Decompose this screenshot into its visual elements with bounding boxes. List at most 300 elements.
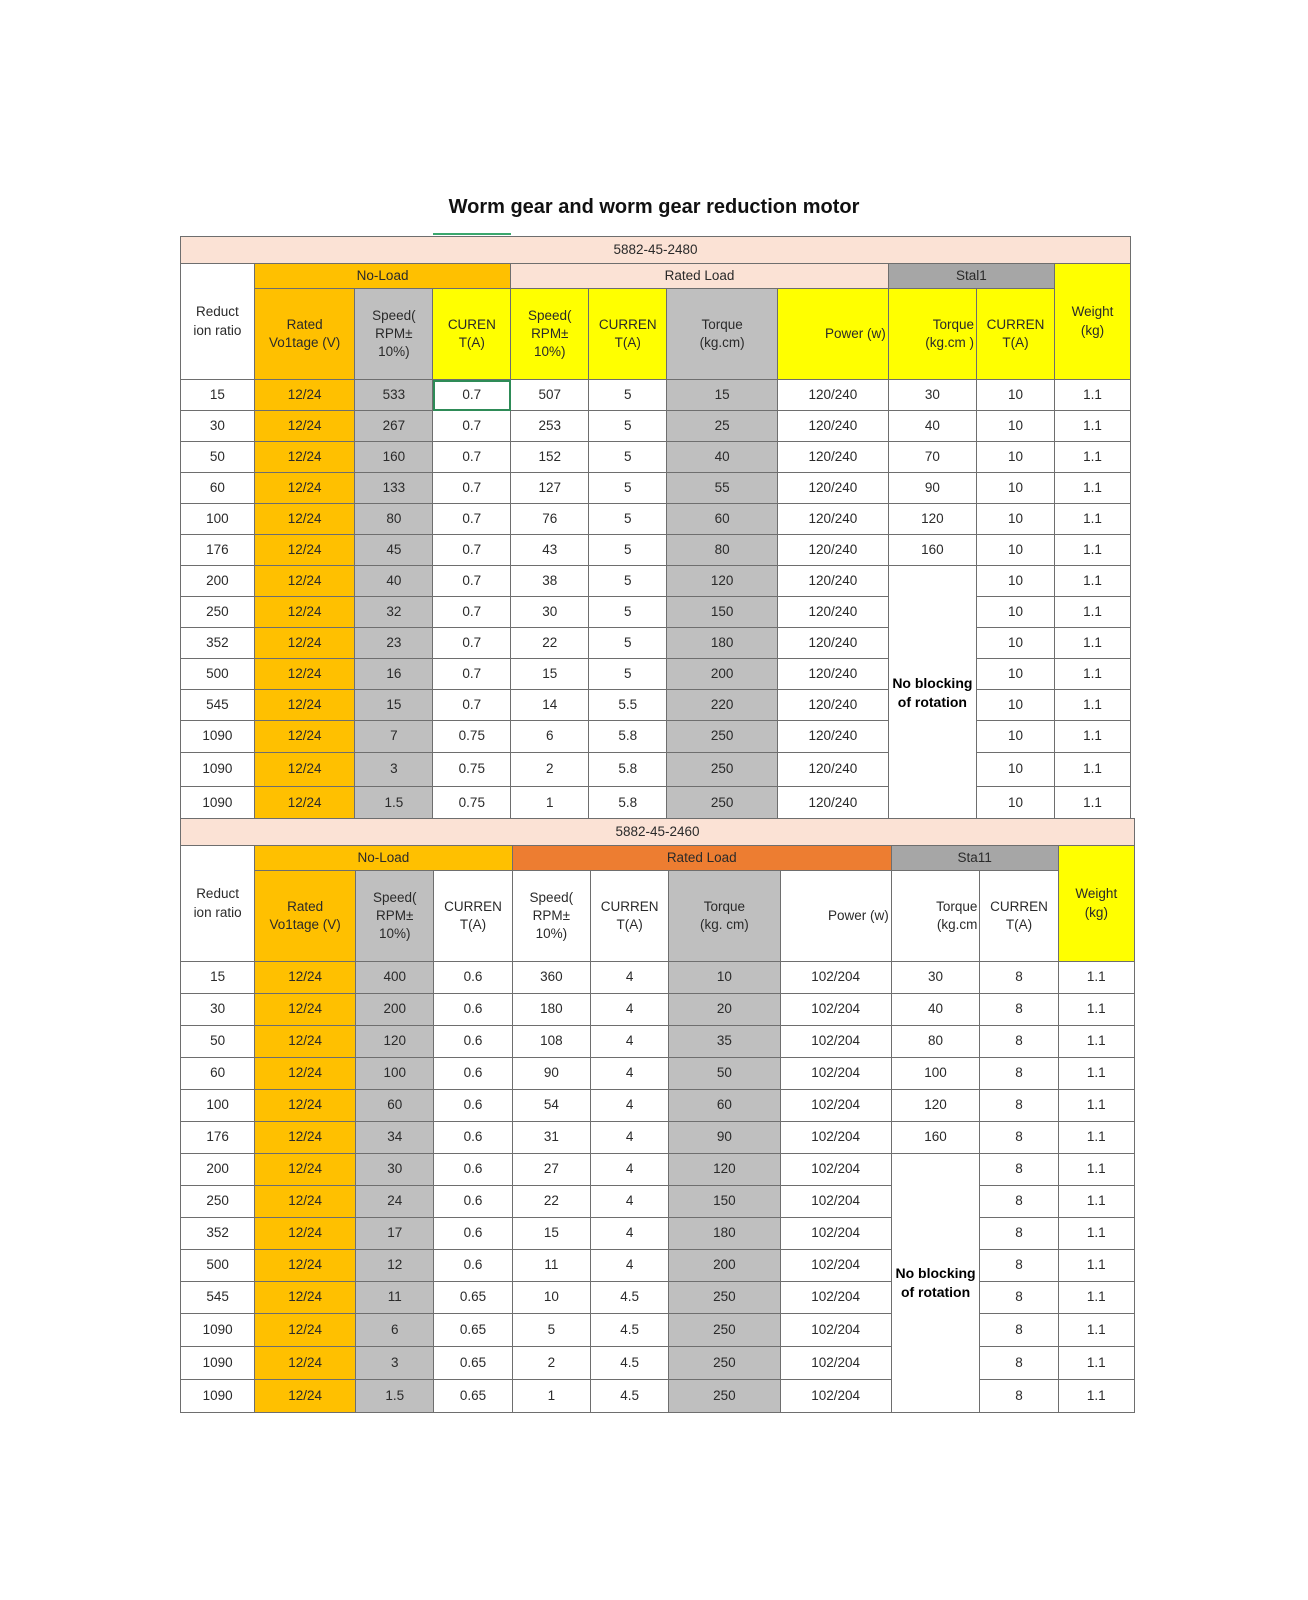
table-row — [181, 442, 1131, 473]
cell-st-current: 8 — [980, 1250, 1058, 1282]
cell-rl-speed: 38 — [511, 566, 589, 597]
cell-nl-current: 0.75 — [433, 753, 511, 787]
cell-st-current: 8 — [980, 994, 1058, 1026]
cell-nl-speed: 533 — [355, 380, 433, 411]
cell-rl-torque: 250 — [669, 1314, 780, 1347]
cell-ratio: 1090 — [181, 787, 255, 820]
cell-rl-current: 5 — [589, 597, 667, 628]
cell-weight: 1.1 — [1058, 1314, 1134, 1347]
cell-ratio: 200 — [181, 566, 255, 597]
cell-rl-speed: 31 — [512, 1122, 590, 1154]
cell-st-current: 10 — [976, 504, 1054, 535]
cell-rl-torque: 180 — [669, 1218, 780, 1250]
cell-ratio: 200 — [181, 1154, 255, 1186]
cell-weight: 1.1 — [1058, 1250, 1134, 1282]
cell-nl-speed: 80 — [355, 504, 433, 535]
cell-st-current: 10 — [976, 411, 1054, 442]
cell-weight: 1.1 — [1058, 1218, 1134, 1250]
cell-voltage: 12/24 — [255, 1218, 356, 1250]
cell-rl-speed: 22 — [511, 628, 589, 659]
cell-rl-speed: 5 — [512, 1314, 590, 1347]
cell-rl-speed: 11 — [512, 1250, 590, 1282]
cell-rl-power: 120/240 — [777, 442, 888, 473]
cell-voltage: 12/24 — [254, 721, 355, 753]
header-rated-current: CURREN T(A) — [589, 289, 667, 380]
cell-rl-torque: 80 — [667, 535, 778, 566]
cell-rl-current: 4 — [590, 1250, 668, 1282]
cell-rl-torque: 250 — [669, 1380, 780, 1413]
table-row — [181, 566, 1131, 597]
cell-weight: 1.1 — [1054, 504, 1130, 535]
cell-rl-torque: 250 — [669, 1282, 780, 1314]
cell-rl-torque: 120 — [669, 1154, 780, 1186]
cell-nl-speed: 12 — [356, 1250, 434, 1282]
cell-voltage: 12/24 — [254, 787, 355, 820]
cell-rl-current: 4.5 — [590, 1347, 668, 1380]
header-rated-torque: Torque (kg. cm) — [669, 871, 780, 962]
model-number: 5882-45-2460 — [181, 819, 1135, 846]
cell-rl-torque: 20 — [669, 994, 780, 1026]
table-row — [181, 1282, 1135, 1314]
cell-nl-speed: 15 — [355, 690, 433, 721]
cell-rl-current: 4 — [590, 1058, 668, 1090]
group-stall: Stal1 — [888, 264, 1054, 289]
cell-rl-power: 102/204 — [780, 1122, 891, 1154]
header-no-load-current: CUREN T(A) — [433, 289, 511, 380]
table-row — [181, 1250, 1135, 1282]
cell-rl-current: 5.5 — [589, 690, 667, 721]
cell-voltage: 12/24 — [254, 380, 355, 411]
header-stall-torque: Torque (kg.cm ) — [888, 289, 976, 380]
cell-rl-current: 5 — [589, 535, 667, 566]
cell-nl-speed: 16 — [355, 659, 433, 690]
cell-rl-torque: 25 — [667, 411, 778, 442]
cell-rl-speed: 180 — [512, 994, 590, 1026]
cell-rl-speed: 43 — [511, 535, 589, 566]
cell-nl-speed: 24 — [356, 1186, 434, 1218]
table-row — [181, 962, 1135, 994]
cell-rl-power: 120/240 — [777, 628, 888, 659]
cell-rl-torque: 90 — [669, 1122, 780, 1154]
cell-ratio: 500 — [181, 1250, 255, 1282]
cell-rl-current: 5.8 — [589, 753, 667, 787]
header-weight: Weight (kg) — [1058, 846, 1134, 962]
cell-rl-torque: 60 — [667, 504, 778, 535]
table-row — [181, 1058, 1135, 1090]
cell-ratio: 30 — [181, 994, 255, 1026]
cell-rl-speed: 1 — [512, 1380, 590, 1413]
cell-rl-speed: 2 — [512, 1347, 590, 1380]
cell-nl-current: 0.7 — [433, 380, 511, 411]
cell-rl-speed: 15 — [511, 659, 589, 690]
cell-nl-speed: 400 — [356, 962, 434, 994]
header-no-load-speed: Speed( RPM± 10%) — [356, 871, 434, 962]
cell-rl-power: 102/204 — [780, 1282, 891, 1314]
cell-rl-current: 4.5 — [590, 1282, 668, 1314]
cell-st-torque: 90 — [888, 473, 976, 504]
cell-rl-power: 120/240 — [777, 535, 888, 566]
cell-voltage: 12/24 — [254, 659, 355, 690]
table-row — [181, 1380, 1135, 1413]
cell-ratio: 1090 — [181, 1314, 255, 1347]
cell-nl-current: 0.6 — [434, 1250, 512, 1282]
cell-voltage: 12/24 — [254, 628, 355, 659]
table-row — [181, 690, 1131, 721]
cell-nl-speed: 120 — [356, 1026, 434, 1058]
cell-voltage: 12/24 — [255, 1058, 356, 1090]
cell-rl-power: 102/204 — [780, 1314, 891, 1347]
cell-nl-current: 0.6 — [434, 1122, 512, 1154]
cell-nl-speed: 60 — [356, 1090, 434, 1122]
cell-nl-current: 0.7 — [433, 473, 511, 504]
cell-nl-speed: 40 — [355, 566, 433, 597]
selection-accent-line — [433, 233, 511, 235]
cell-rl-torque: 10 — [669, 962, 780, 994]
cell-st-current: 10 — [976, 473, 1054, 504]
page-title: Worm gear and worm gear reduction motor — [448, 196, 860, 218]
cell-rl-current: 4.5 — [590, 1314, 668, 1347]
cell-rl-power: 102/204 — [780, 962, 891, 994]
cell-voltage: 12/24 — [254, 566, 355, 597]
cell-rl-power: 102/204 — [780, 1186, 891, 1218]
cell-st-current: 10 — [976, 597, 1054, 628]
table-row — [181, 1218, 1135, 1250]
cell-rl-speed: 90 — [512, 1058, 590, 1090]
cell-rl-power: 120/240 — [777, 753, 888, 787]
cell-rl-power: 120/240 — [777, 721, 888, 753]
cell-voltage: 12/24 — [255, 1154, 356, 1186]
cell-rl-current: 5 — [589, 628, 667, 659]
cell-weight: 1.1 — [1054, 597, 1130, 628]
cell-nl-current: 0.65 — [434, 1282, 512, 1314]
cell-rl-power: 102/204 — [780, 1250, 891, 1282]
model-number: 5882-45-2480 — [181, 237, 1131, 264]
cell-rl-power: 120/240 — [777, 473, 888, 504]
cell-st-current: 10 — [976, 442, 1054, 473]
cell-rl-current: 5 — [589, 473, 667, 504]
cell-ratio: 1090 — [181, 1380, 255, 1413]
cell-weight: 1.1 — [1054, 628, 1130, 659]
table-row — [181, 1314, 1135, 1347]
cell-rl-torque: 200 — [669, 1250, 780, 1282]
table-row — [181, 411, 1131, 442]
cell-nl-current: 0.6 — [434, 1186, 512, 1218]
cell-nl-speed: 6 — [356, 1314, 434, 1347]
cell-rl-current: 4.5 — [590, 1380, 668, 1413]
cell-nl-current: 0.7 — [433, 411, 511, 442]
header-rated-speed: Speed( RPM± 10%) — [511, 289, 589, 380]
cell-st-current: 8 — [980, 1090, 1058, 1122]
cell-rl-current: 4 — [590, 1218, 668, 1250]
cell-nl-speed: 3 — [356, 1347, 434, 1380]
header-rated-power: Power (w) — [780, 871, 891, 962]
cell-st-torque: 100 — [891, 1058, 980, 1090]
cell-voltage: 12/24 — [255, 1314, 356, 1347]
cell-rl-torque: 60 — [669, 1090, 780, 1122]
cell-voltage: 12/24 — [255, 962, 356, 994]
cell-rl-power: 120/240 — [777, 597, 888, 628]
header-no-load-speed: Speed( RPM± 10%) — [355, 289, 433, 380]
cell-nl-current: 0.6 — [434, 1154, 512, 1186]
cell-voltage: 12/24 — [255, 1282, 356, 1314]
cell-rl-current: 5 — [589, 411, 667, 442]
cell-rl-current: 4 — [590, 994, 668, 1026]
cell-st-current: 8 — [980, 1347, 1058, 1380]
cell-nl-current: 0.6 — [434, 1058, 512, 1090]
cell-ratio: 50 — [181, 442, 255, 473]
cell-nl-current: 0.7 — [433, 659, 511, 690]
cell-rl-speed: 54 — [512, 1090, 590, 1122]
table-row — [181, 597, 1131, 628]
cell-weight: 1.1 — [1054, 442, 1130, 473]
spec-table-2 — [180, 818, 1135, 1413]
cell-rl-power: 120/240 — [777, 411, 888, 442]
table-row — [181, 994, 1135, 1026]
cell-rl-current: 5.8 — [589, 787, 667, 820]
no-blocking-note: No blocking of rotation — [888, 566, 976, 820]
cell-rl-power: 120/240 — [777, 690, 888, 721]
cell-rl-speed: 253 — [511, 411, 589, 442]
cell-st-torque: 40 — [891, 994, 980, 1026]
cell-weight: 1.1 — [1054, 473, 1130, 504]
table-row — [181, 659, 1131, 690]
cell-st-current: 10 — [976, 380, 1054, 411]
cell-st-current: 10 — [976, 566, 1054, 597]
cell-nl-speed: 133 — [355, 473, 433, 504]
table-row — [181, 1347, 1135, 1380]
cell-weight: 1.1 — [1058, 962, 1134, 994]
cell-st-current: 8 — [980, 1218, 1058, 1250]
cell-nl-current: 0.65 — [434, 1314, 512, 1347]
cell-rl-current: 4 — [590, 1026, 668, 1058]
cell-nl-current: 0.7 — [433, 442, 511, 473]
cell-rl-power: 102/204 — [780, 994, 891, 1026]
cell-rl-torque: 250 — [667, 787, 778, 820]
cell-st-current: 8 — [980, 1282, 1058, 1314]
cell-rl-power: 120/240 — [777, 380, 888, 411]
header-stall-current: CURREN T(A) — [976, 289, 1054, 380]
cell-nl-speed: 7 — [355, 721, 433, 753]
cell-st-current: 8 — [980, 1380, 1058, 1413]
cell-weight: 1.1 — [1058, 1090, 1134, 1122]
group-rated-load: Rated Load — [511, 264, 888, 289]
cell-st-torque: 160 — [888, 535, 976, 566]
cell-ratio: 15 — [181, 380, 255, 411]
cell-weight: 1.1 — [1058, 1058, 1134, 1090]
header-no-load-current: CURREN T(A) — [434, 871, 512, 962]
table-row — [181, 753, 1131, 787]
cell-ratio: 176 — [181, 1122, 255, 1154]
cell-weight: 1.1 — [1058, 1186, 1134, 1218]
cell-rl-current: 5 — [589, 566, 667, 597]
cell-st-current: 8 — [980, 1026, 1058, 1058]
cell-ratio: 15 — [181, 962, 255, 994]
cell-nl-speed: 160 — [355, 442, 433, 473]
cell-rl-torque: 15 — [667, 380, 778, 411]
cell-weight: 1.1 — [1058, 1154, 1134, 1186]
header-weight: Weight (kg) — [1054, 264, 1130, 380]
cell-rl-power: 120/240 — [777, 566, 888, 597]
cell-weight: 1.1 — [1058, 1380, 1134, 1413]
cell-rl-torque: 150 — [669, 1186, 780, 1218]
cell-rl-current: 5 — [589, 442, 667, 473]
cell-nl-speed: 17 — [356, 1218, 434, 1250]
cell-weight: 1.1 — [1054, 721, 1130, 753]
table-row — [181, 380, 1131, 411]
cell-weight: 1.1 — [1058, 994, 1134, 1026]
cell-nl-current: 0.65 — [434, 1347, 512, 1380]
cell-rl-torque: 250 — [667, 721, 778, 753]
header-rated-speed: Speed( RPM± 10%) — [512, 871, 590, 962]
cell-nl-current: 0.65 — [434, 1380, 512, 1413]
cell-rl-current: 5 — [589, 504, 667, 535]
cell-st-torque: 30 — [888, 380, 976, 411]
cell-nl-current: 0.6 — [434, 1026, 512, 1058]
cell-st-torque: 70 — [888, 442, 976, 473]
table-row — [181, 721, 1131, 753]
cell-ratio: 60 — [181, 1058, 255, 1090]
cell-voltage: 12/24 — [254, 473, 355, 504]
cell-nl-current: 0.7 — [433, 628, 511, 659]
cell-st-current: 8 — [980, 1154, 1058, 1186]
cell-rl-power: 102/204 — [780, 1058, 891, 1090]
cell-nl-speed: 32 — [355, 597, 433, 628]
cell-rl-power: 102/204 — [780, 1347, 891, 1380]
cell-nl-speed: 200 — [356, 994, 434, 1026]
cell-st-torque: 40 — [888, 411, 976, 442]
cell-weight: 1.1 — [1054, 535, 1130, 566]
cell-voltage: 12/24 — [255, 994, 356, 1026]
no-blocking-note: No blocking of rotation — [891, 1154, 980, 1413]
cell-weight: 1.1 — [1054, 411, 1130, 442]
cell-nl-speed: 11 — [356, 1282, 434, 1314]
cell-rl-speed: 1 — [511, 787, 589, 820]
cell-nl-speed: 23 — [355, 628, 433, 659]
cell-voltage: 12/24 — [255, 1026, 356, 1058]
cell-rl-speed: 127 — [511, 473, 589, 504]
group-rated-load: Rated Load — [512, 846, 891, 871]
cell-rl-speed: 108 — [512, 1026, 590, 1058]
cell-weight: 1.1 — [1054, 566, 1130, 597]
cell-rl-current: 4 — [590, 962, 668, 994]
cell-voltage: 12/24 — [255, 1186, 356, 1218]
cell-rl-speed: 6 — [511, 721, 589, 753]
cell-rl-torque: 55 — [667, 473, 778, 504]
cell-rl-current: 4 — [590, 1090, 668, 1122]
cell-ratio: 1090 — [181, 721, 255, 753]
cell-nl-current: 0.75 — [433, 787, 511, 820]
cell-st-torque: 120 — [891, 1090, 980, 1122]
cell-voltage: 12/24 — [255, 1250, 356, 1282]
cell-nl-speed: 1.5 — [356, 1380, 434, 1413]
cell-nl-current: 0.7 — [433, 597, 511, 628]
cell-weight: 1.1 — [1054, 753, 1130, 787]
cell-st-torque: 80 — [891, 1026, 980, 1058]
header-rated-power: Power (w) — [777, 289, 888, 380]
cell-rl-torque: 40 — [667, 442, 778, 473]
header-stall-current: CURREN T(A) — [980, 871, 1058, 962]
cell-rl-speed: 14 — [511, 690, 589, 721]
cell-st-current: 8 — [980, 1314, 1058, 1347]
cell-nl-current: 0.75 — [433, 721, 511, 753]
cell-st-current: 10 — [976, 753, 1054, 787]
cell-st-current: 10 — [976, 721, 1054, 753]
cell-nl-speed: 267 — [355, 411, 433, 442]
cell-st-current: 10 — [976, 659, 1054, 690]
cell-nl-current: 0.7 — [433, 504, 511, 535]
table-row — [181, 1186, 1135, 1218]
cell-ratio: 50 — [181, 1026, 255, 1058]
cell-nl-current: 0.7 — [433, 535, 511, 566]
cell-voltage: 12/24 — [255, 1380, 356, 1413]
cell-nl-current: 0.6 — [434, 962, 512, 994]
table-row — [181, 504, 1131, 535]
cell-voltage: 12/24 — [254, 690, 355, 721]
cell-ratio: 30 — [181, 411, 255, 442]
cell-voltage: 12/24 — [254, 504, 355, 535]
cell-rl-current: 5 — [589, 380, 667, 411]
cell-weight: 1.1 — [1054, 787, 1130, 820]
cell-rl-current: 5 — [589, 659, 667, 690]
cell-voltage: 12/24 — [255, 1347, 356, 1380]
cell-voltage: 12/24 — [255, 1122, 356, 1154]
cell-rl-speed: 22 — [512, 1186, 590, 1218]
cell-ratio: 1090 — [181, 753, 255, 787]
cell-weight: 1.1 — [1058, 1347, 1134, 1380]
cell-nl-current: 0.6 — [434, 1090, 512, 1122]
table-row — [181, 628, 1131, 659]
cell-rl-power: 102/204 — [780, 1090, 891, 1122]
cell-rl-current: 4 — [590, 1122, 668, 1154]
cell-nl-speed: 3 — [355, 753, 433, 787]
cell-rl-torque: 35 — [669, 1026, 780, 1058]
group-stall: Sta11 — [891, 846, 1058, 871]
cell-nl-current: 0.6 — [434, 994, 512, 1026]
cell-rl-speed: 15 — [512, 1218, 590, 1250]
cell-rl-torque: 250 — [669, 1347, 780, 1380]
cell-rl-speed: 10 — [512, 1282, 590, 1314]
cell-rl-torque: 150 — [667, 597, 778, 628]
cell-weight: 1.1 — [1054, 380, 1130, 411]
group-no-load: No-Load — [254, 264, 510, 289]
cell-ratio: 1090 — [181, 1347, 255, 1380]
cell-rl-power: 120/240 — [777, 659, 888, 690]
cell-ratio: 100 — [181, 1090, 255, 1122]
cell-ratio: 100 — [181, 504, 255, 535]
cell-rl-power: 102/204 — [780, 1154, 891, 1186]
header-rated-voltage: Rated Vo1tage (V) — [254, 289, 355, 380]
cell-voltage: 12/24 — [254, 411, 355, 442]
cell-rl-torque: 220 — [667, 690, 778, 721]
table-row — [181, 535, 1131, 566]
table-row — [181, 787, 1131, 820]
cell-ratio: 250 — [181, 1186, 255, 1218]
cell-voltage: 12/24 — [255, 1090, 356, 1122]
cell-st-torque: 120 — [888, 504, 976, 535]
header-reduction-ratio: Reduct ion ratio — [181, 846, 255, 962]
cell-rl-speed: 27 — [512, 1154, 590, 1186]
header-rated-torque: Torque (kg.cm) — [667, 289, 778, 380]
cell-rl-speed: 152 — [511, 442, 589, 473]
cell-nl-speed: 45 — [355, 535, 433, 566]
cell-rl-torque: 200 — [667, 659, 778, 690]
cell-rl-power: 120/240 — [777, 787, 888, 820]
cell-ratio: 250 — [181, 597, 255, 628]
cell-rl-torque: 50 — [669, 1058, 780, 1090]
cell-st-current: 10 — [976, 787, 1054, 820]
header-rated-voltage: Rated Vo1tage (V) — [255, 871, 356, 962]
cell-st-current: 8 — [980, 1186, 1058, 1218]
